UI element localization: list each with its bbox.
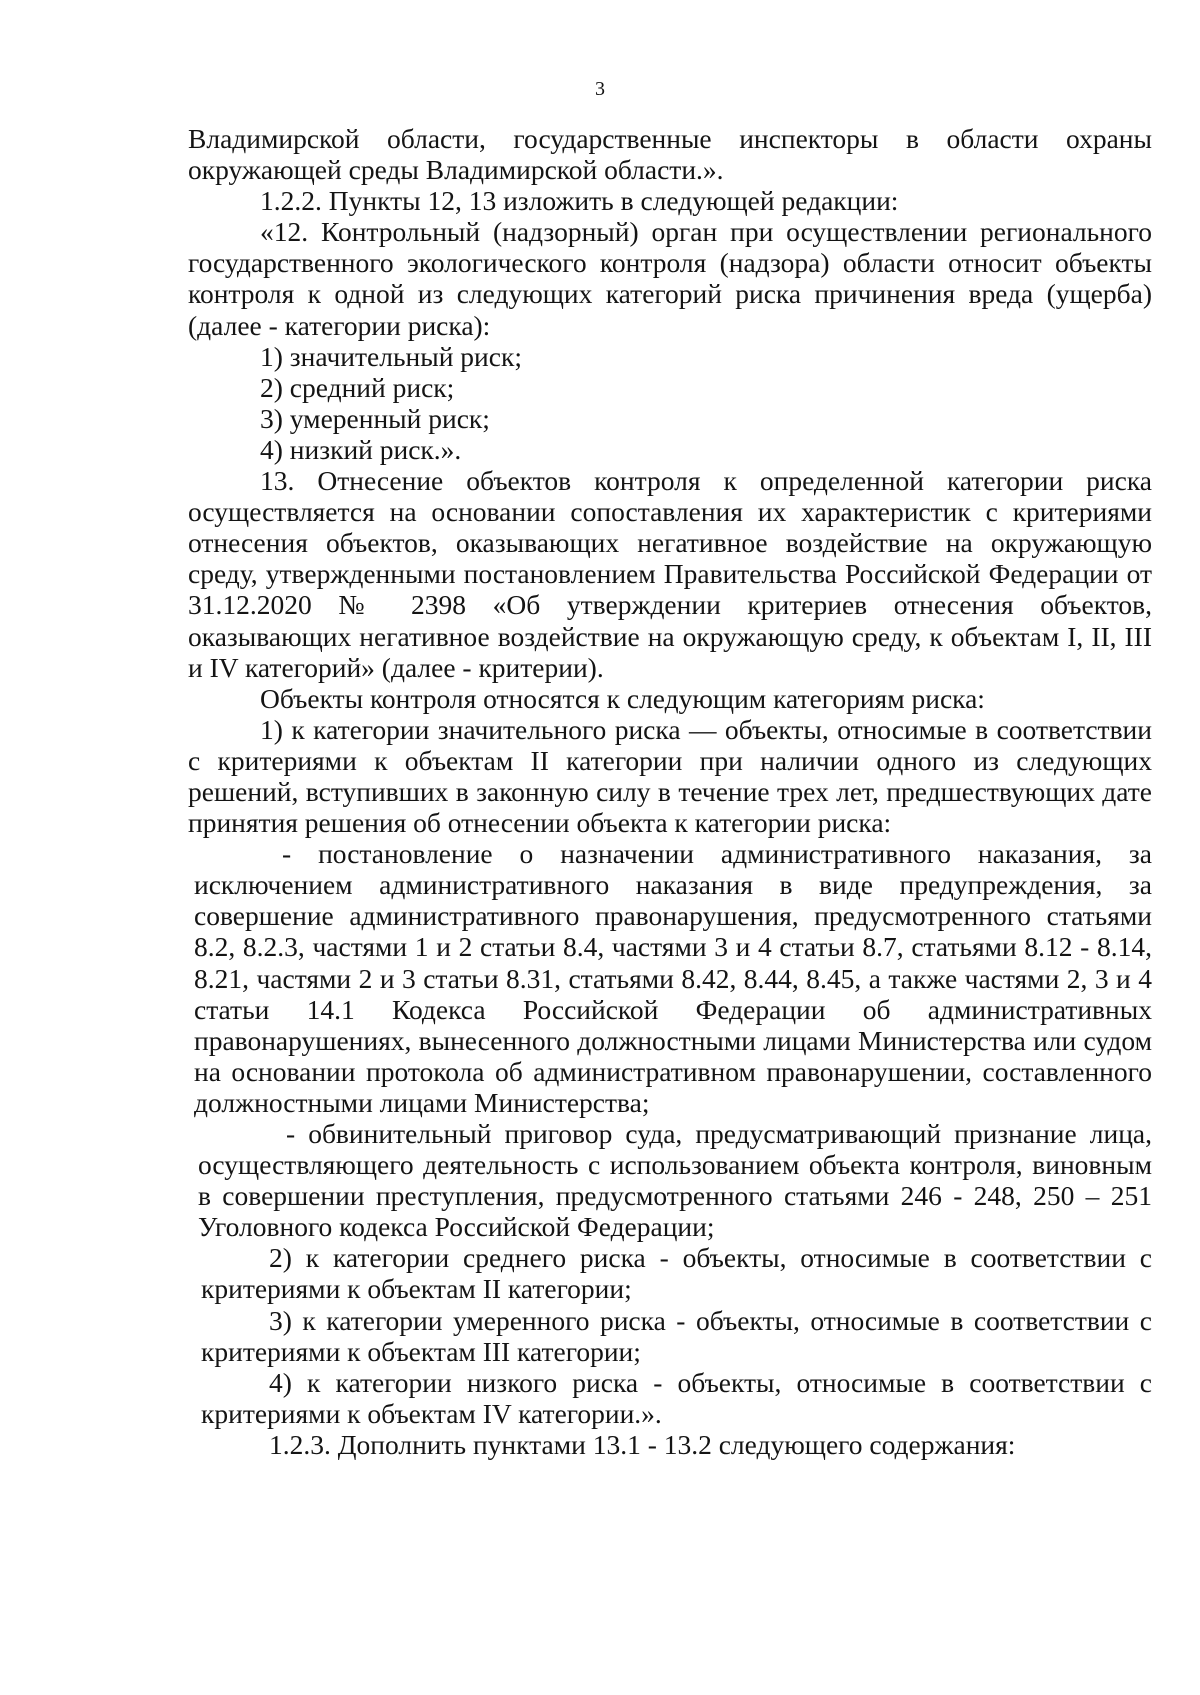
paragraph: 1) к категории значительного риска — объекты, относимые в соответствии с критериями к объектам II категории при наличии одного из следующих решений, вступивших в законную силу в течение трех лет, предшествующих дате принятия решения об отнесении объекта к категории риска: (188, 713, 1152, 839)
paragraph: - постановление о назначении административного наказания, за исключением административного наказания в виде предупреждения, за совершение административного правонарушения, предусмотренного статьями 8.2, 8.2.3, частями 1 и 2 статьи 8.4, частями 3 и 4 статьи 8.7, статьями 8.12 - 8.14, 8.21, частями 2 и 3 статьи 8.31, статьями 8.42, 8.44, 8.45, а также частями 2, 3 и 4 статьи 14.1 Кодекса Российской Федерации об административных правонарушениях, вынесенного должностными лицами Министерства или судом на основании протокола об административном правонарушении, составленного должностными лицами Министерства; (194, 838, 1152, 1118)
paragraph: Объекты контроля относятся к следующим категориям риска: (260, 682, 985, 714)
paragraph: «12. Контрольный (надзорный) орган при осуществлении регионального государственного экологического контроля (надзора) области относит объекты контроля к одной из следующих категорий риска причинения вреда (ущерба) (далее - категории риска): (188, 216, 1152, 341)
paragraph: 4) к категории низкого риска - объекты, относимые в соответствии с критериями к объектам IV категории.». (201, 1366, 1152, 1429)
paragraph: 3) умеренный риск; (260, 402, 490, 434)
paragraph: 1) значительный риск; (260, 340, 522, 372)
document-body (188, 123, 1152, 1460)
paragraph: 2) средний риск; (260, 371, 455, 403)
paragraph: 2) к категории среднего риска - объекты, относимые в соответствии с критериями к объектам II категории; (201, 1242, 1152, 1305)
paragraph: 3) к категории умеренного риска - объекты, относимые в соответствии с критериями к объектам III категории; (201, 1304, 1152, 1367)
paragraph: Владимирской области, государственные инспекторы в области охраны окружающей среды Владимирской области.». (188, 123, 1152, 186)
paragraph: 1.2.3. Дополнить пунктами 13.1 - 13.2 следующего содержания: (269, 1428, 1016, 1460)
page-number: 3 (595, 78, 605, 100)
paragraph: - обвинительный приговор суда, предусматривающий признание лица, осуществляющего деятельность с использованием объекта контроля, виновным в совершении преступления, предусмотренного статьями 246 - 248, 250 – 251 Уголовного кодекса Российской Федерации; (198, 1118, 1152, 1243)
paragraph: 4) низкий риск.». (260, 433, 462, 465)
paragraph: 13. Отнесение объектов контроля к определенной категории риска осуществляется на основании сопоставления их характеристик с критериями отнесения объектов, оказывающих негативное воздействие на окружающую среду, утвержденными постановлением Правительства Российской Федерации от 31.12.2020 № 2398 «Об утверждении критериев отнесения объектов, оказывающих негативное воздействие на окружающую среду, к объектам I, II, III и IV категорий» (далее - критерии). (188, 465, 1152, 683)
paragraph: 1.2.2. Пункты 12, 13 изложить в следующей редакции: (260, 185, 899, 217)
